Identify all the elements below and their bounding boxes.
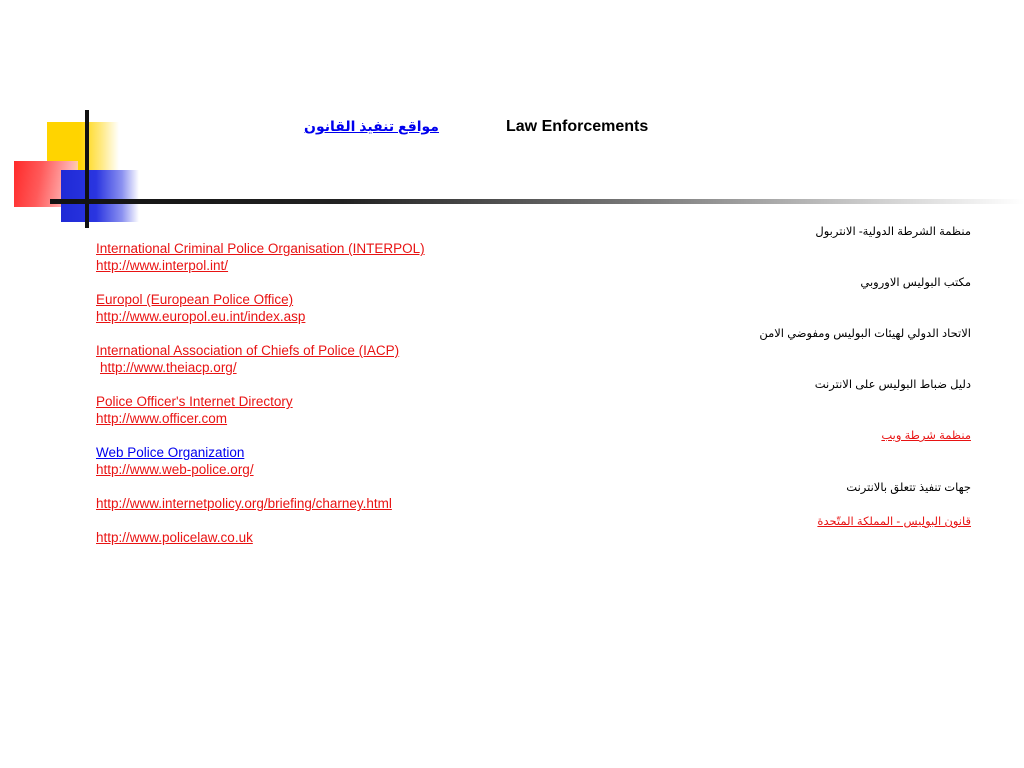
interpol-name-link[interactable]: International Criminal Police Organisation (INTERPOL) <box>96 241 425 256</box>
arabic-link-web-police[interactable]: منظمة شرطة ويب <box>881 430 971 442</box>
vertical-line <box>85 110 89 228</box>
arabic-label-iacp: الاتحاد الدولي لهيئات البوليس ومفوضي الامن <box>759 328 971 340</box>
arabic-label-officer-directory: دليل ضباط البوليس على الانترنت <box>814 379 971 391</box>
officer-directory-url-link[interactable]: http://www.officer.com <box>96 411 228 426</box>
arabic-label-europol: مكتب البوليس الاوروبي <box>860 277 971 289</box>
links-list <box>96 240 616 546</box>
web-police-name-link[interactable]: Web Police Organization <box>96 445 245 460</box>
arabic-label-internet-enforcement: جهات تنفيذ تتعلق بالانترنت <box>846 482 971 494</box>
europol-url-link[interactable]: http://www.europol.eu.int/index.asp <box>96 309 306 324</box>
internetpolicy-url-link[interactable]: http://www.internetpolicy.org/briefing/charney.html <box>96 496 392 511</box>
page-title-arabic-link[interactable]: مواقع تنفيذ القانون <box>304 118 439 134</box>
iacp-name-link[interactable]: International Association of Chiefs of Police (IACP) <box>96 343 400 358</box>
officer-directory-name-link[interactable]: Police Officer's Internet Directory <box>96 394 293 409</box>
interpol-url-link[interactable]: http://www.interpol.int/ <box>96 258 229 273</box>
decorative-logo <box>0 0 160 240</box>
europol-name-link[interactable]: Europol (European Police Office) <box>96 292 294 307</box>
page-title: Law Enforcements <box>506 118 649 135</box>
web-police-url-link[interactable]: http://www.web-police.org/ <box>96 462 254 477</box>
horizontal-rule <box>50 199 1024 204</box>
iacp-url-link[interactable]: http://www.theiacp.org/ <box>100 360 237 375</box>
policelaw-url-link[interactable]: http://www.policelaw.co.uk <box>96 530 253 545</box>
arabic-link-policelaw[interactable]: قانون البوليس - المملكة المتّحدة <box>817 516 971 528</box>
blue-square <box>61 170 139 222</box>
arabic-label-interpol: منظمة الشرطة الدولية- الانتربول <box>815 226 971 238</box>
